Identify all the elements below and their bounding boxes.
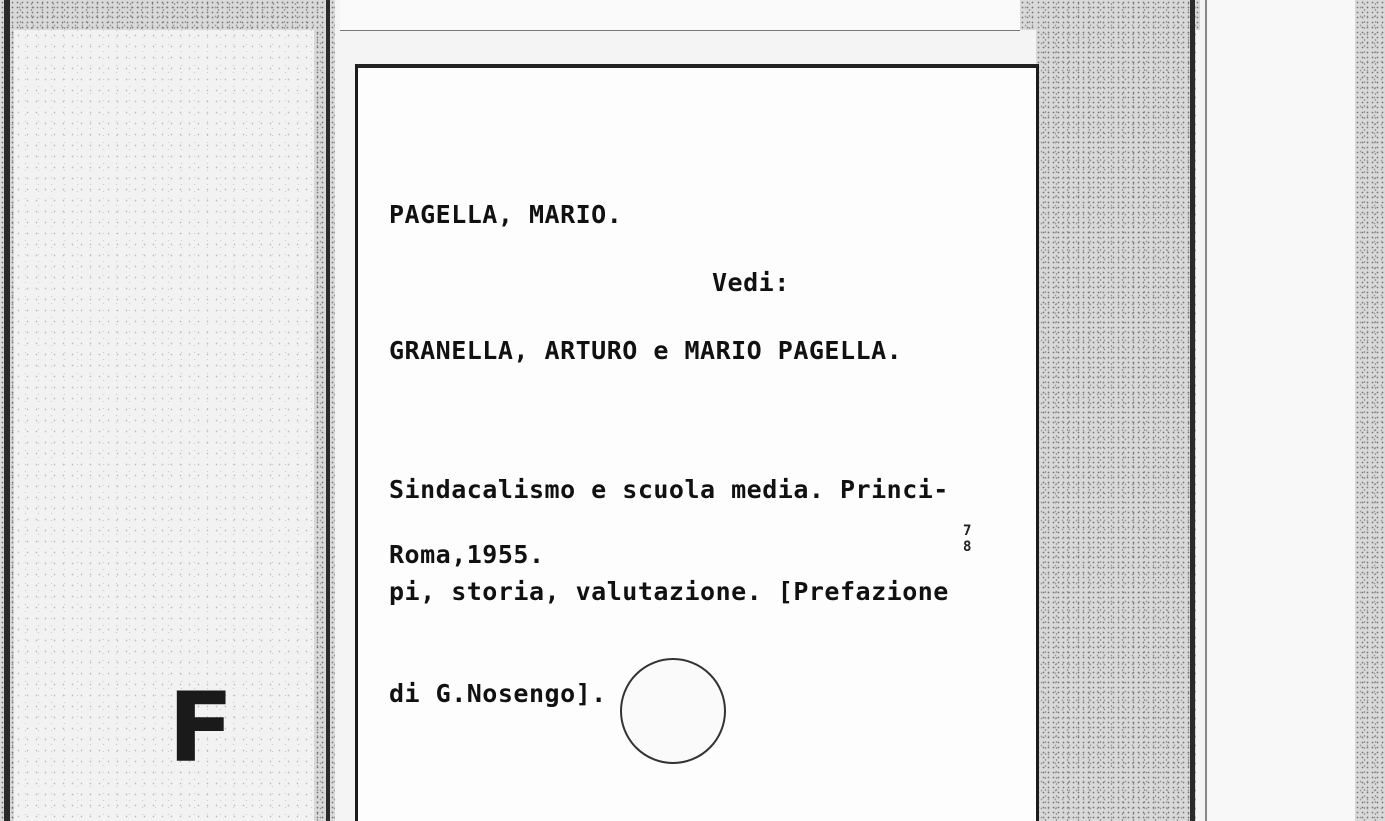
left-edge-line <box>4 0 10 821</box>
right-divider-line <box>1190 0 1195 821</box>
card-stack-left-face <box>14 30 314 821</box>
card-title-line: pi, storia, valutazione. [Prefazione <box>389 577 949 606</box>
shelf-mark: 7 8 <box>963 523 972 555</box>
card-title-line: di G.Nosengo]. <box>389 679 607 708</box>
card-imprint: Roma,1955. <box>389 540 545 569</box>
see-reference: Vedi: <box>712 268 790 297</box>
card-entry-author: GRANELLA, ARTURO e MARIO PAGELLA. <box>389 336 903 365</box>
card-title-line: Sindacalismo e scuola media. Princi- <box>389 475 949 504</box>
top-card-strip <box>340 0 1020 31</box>
far-right-edge <box>1355 0 1385 821</box>
right-card-panel <box>1205 0 1357 821</box>
catalog-card <box>355 64 1039 821</box>
drawer-tab-letter: F <box>168 672 234 784</box>
punch-hole <box>620 658 726 764</box>
card-heading: PAGELLA, MARIO. <box>389 200 623 229</box>
left-divider-line <box>326 0 330 821</box>
card-stack-right <box>1036 0 1196 821</box>
